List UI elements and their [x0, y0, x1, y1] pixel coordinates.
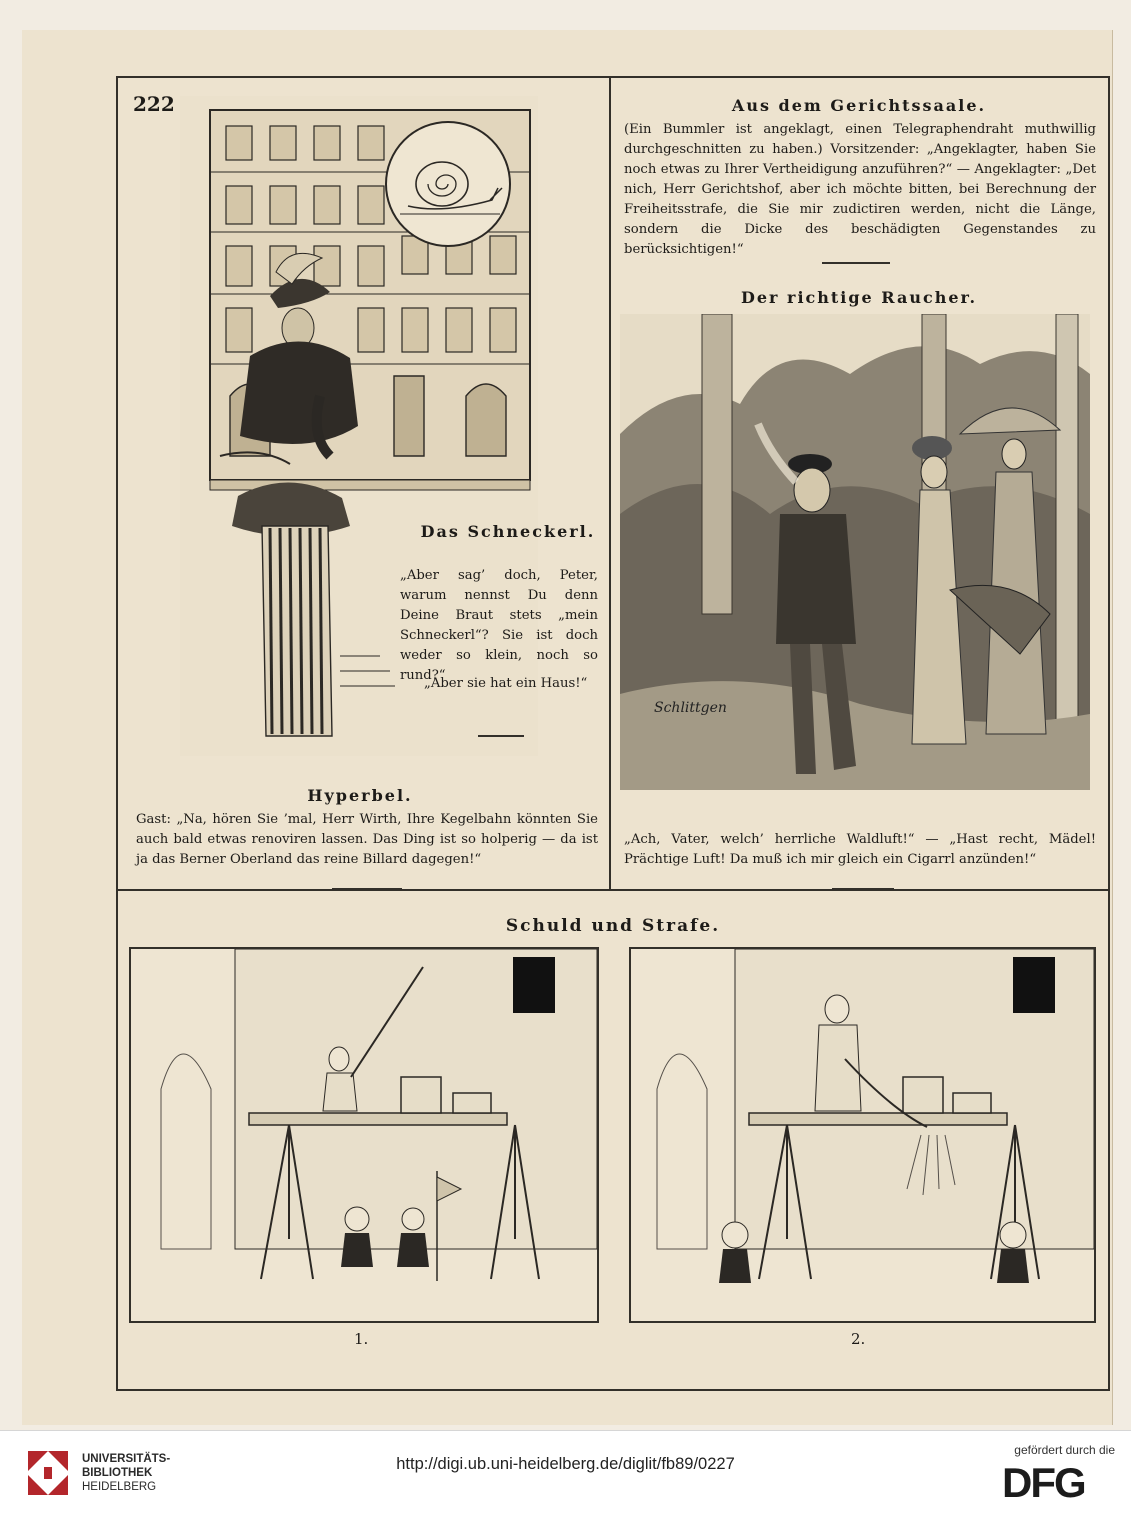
guilt-title: Schuld und Strafe. — [505, 916, 721, 936]
hyperbole-title: Hyperbel. — [307, 786, 413, 805]
smoker-text: „Ach, Vater, welch’ herrliche Waldluft!“ — „Hast recht, Mädel! Prächtige Luft! Da muß ich mir gleich ein Cigarrl anzünden!“ — [624, 832, 1096, 867]
institution-line-1: UNIVERSITÄTS- — [82, 1453, 171, 1465]
permalink-url[interactable]: http://digi.ub.uni-heidelberg.de/diglit/fb89/0227 — [396, 1455, 735, 1473]
institution-line-2: BIBLIOTHEK — [82, 1467, 153, 1479]
hyperbole-text: Gast: „Na, hören Sie ’mal, Herr Wirth, Ihre Kegelbahn könnten Sie auch bald etwas renoviren lassen. Das Ding ist so holperig — da ist ja das Berner Oberland das reine Billard dagegen!“ — [136, 812, 598, 867]
smoker-title: Der richtige Raucher. — [740, 288, 978, 307]
page-number: 222 — [133, 92, 175, 116]
smoker-end-rule — [832, 888, 894, 890]
comic-panel-1 — [129, 947, 599, 1323]
snail-title: Das Schneckerl. — [420, 522, 596, 541]
illustration-forest-smoker — [620, 314, 1090, 790]
dfg-logo: DFG — [1002, 1459, 1085, 1506]
comic-panel-2 — [629, 947, 1096, 1323]
court-end-rule — [822, 262, 890, 264]
hyperbole-end-rule — [332, 888, 402, 890]
institution-line-3: HEIDELBERG — [82, 1481, 157, 1493]
svg-text:Schlittgen: Schlittgen — [654, 700, 727, 716]
panel-1-number: 1. — [354, 1330, 369, 1348]
column-divider — [609, 76, 611, 891]
funding-label: gefördert durch die — [1014, 1443, 1115, 1457]
snail-text: „Aber sag’ doch, Peter, warum nennst Du denn Deine Braut stets „mein Schneckerl“? Sie ist doch weder so klein, noch so rund?“ — [400, 568, 598, 683]
snail-end-rule — [478, 735, 524, 737]
court-title: Aus dem Gerichtssaale. — [731, 96, 987, 115]
panel-2-number: 2. — [851, 1330, 866, 1348]
snail-punchline: „Aber sie hat ein Haus!“ — [424, 676, 588, 691]
court-text: (Ein Bummler ist angeklagt, einen Telegraphendraht muthwillig durchgeschnitten zu haben.) Vorsitzender: „Angeklagter, haben Sie noch etwas zu Ihrer Vertheidigung anzuführen?“ — Angeklagter: „Det nich, Herr Gerichtshof, aber ich möchte bitten, bei Berechnung der Freiheitsstrafe, die Sie mir zudictiren werden, nicht die Länge, sondern die Dicke des beschädigten Gegenstandes zu berücksichtigen!“ — [624, 122, 1096, 257]
section-divider — [116, 889, 1110, 891]
